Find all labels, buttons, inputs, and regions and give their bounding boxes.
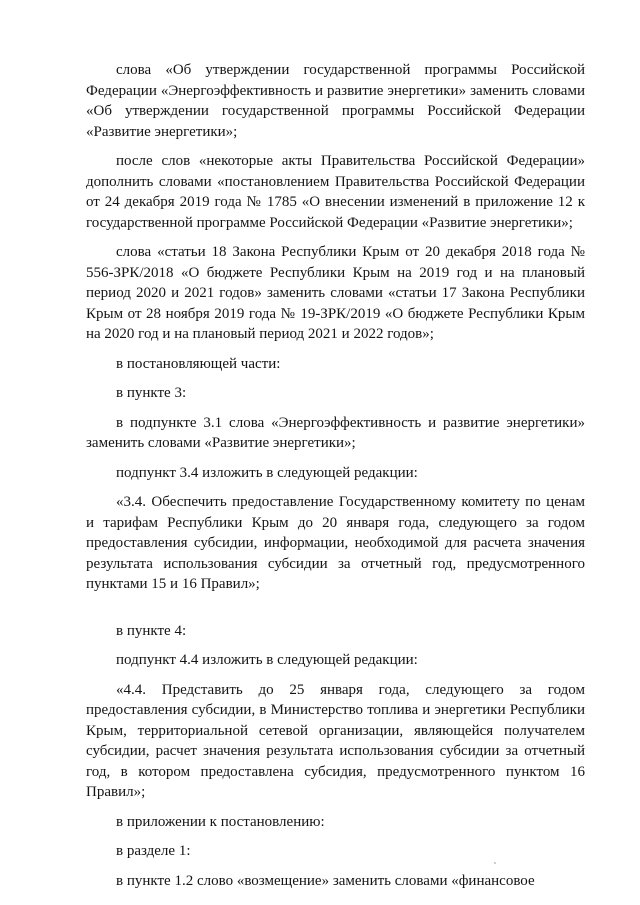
paragraph-program-title-change: слова «Об утверждении государственной программы Российской Федерации «Энергоэффективность и развитие энергетики» заменить словами «Об утверждении государственной программы Российской Федерации «Развитие энергетики»;: [86, 62, 585, 140]
paragraph-subclause-3-1: в подпункте 3.1 слова «Энергоэффективность и развитие энергетики» заменить словами «Развитие энергетики»;: [86, 414, 585, 451]
paragraph-clause-1-2: в пункте 1.2 слово «возмещение» заменить словами «финансовое: [116, 872, 535, 889]
paragraph-appendix: в приложении к постановлению:: [116, 813, 325, 830]
paragraph-budget-law-change: слова «статьи 18 Закона Республики Крым от 20 декабря 2018 года № 556-ЗРК/2018 «О бюджете Республики Крым на 2019 год и на плановый период 2020 и 2021 годов» заменить словами «статьи 17 Закона Республики Крым от 28 ноября 2019 года № 19-ЗРК/2019 «О бюджете Республики Крым на 2020 год и на плановый период 2021 и 2022 годов»;: [86, 244, 585, 342]
document-body: [86, 60, 585, 900]
scan-speck: [494, 862, 496, 864]
paragraph-government-acts-addition: после слов «некоторые акты Правительства Российской Федерации» дополнить словами «постановлением Правительства Российской Федерации от 24 декабря 2019 года № 1785 «О внесении изменений в приложение 12 к государственной программе Российской Федерации «Развитие энергетики»;: [86, 153, 585, 231]
paragraph-operative-part: в постановляющей части:: [116, 355, 281, 372]
paragraph-subclause-4-4-intro: подпункт 4.4 изложить в следующей редакции:: [116, 652, 418, 668]
paragraph-subclause-3-4-text: «3.4. Обеспечить предоставление Государственному комитету по ценам и тарифам Республики Крым до 20 января года, следующего за годом предоставления субсидии, информации, необходимой для расчета значения результата использования субсидии за отчетный год, предусмотренного пунктами 15 и 16 Правил»;: [86, 494, 585, 592]
paragraph-subclause-4-4-text: «4.4. Представить до 25 января года, следующего за годом предоставления субсидии, в Министерство топлива и энергетики Республики Крым, территориальной сетевой организации, являющейся получателем субсидии, расчет значения результата использования субсидии за отчетный год, в котором предоставлена субсидия, предусмотренного пунктом 16 Правил»;: [86, 681, 585, 800]
paragraph-clause-3: в пункте 3:: [116, 385, 187, 401]
paragraph-subclause-3-4-intro: подпункт 3.4 изложить в следующей редакции:: [116, 464, 418, 481]
paragraph-section-1: в разделе 1:: [116, 843, 191, 859]
paragraph-clause-4: в пункте 4:: [116, 622, 187, 639]
